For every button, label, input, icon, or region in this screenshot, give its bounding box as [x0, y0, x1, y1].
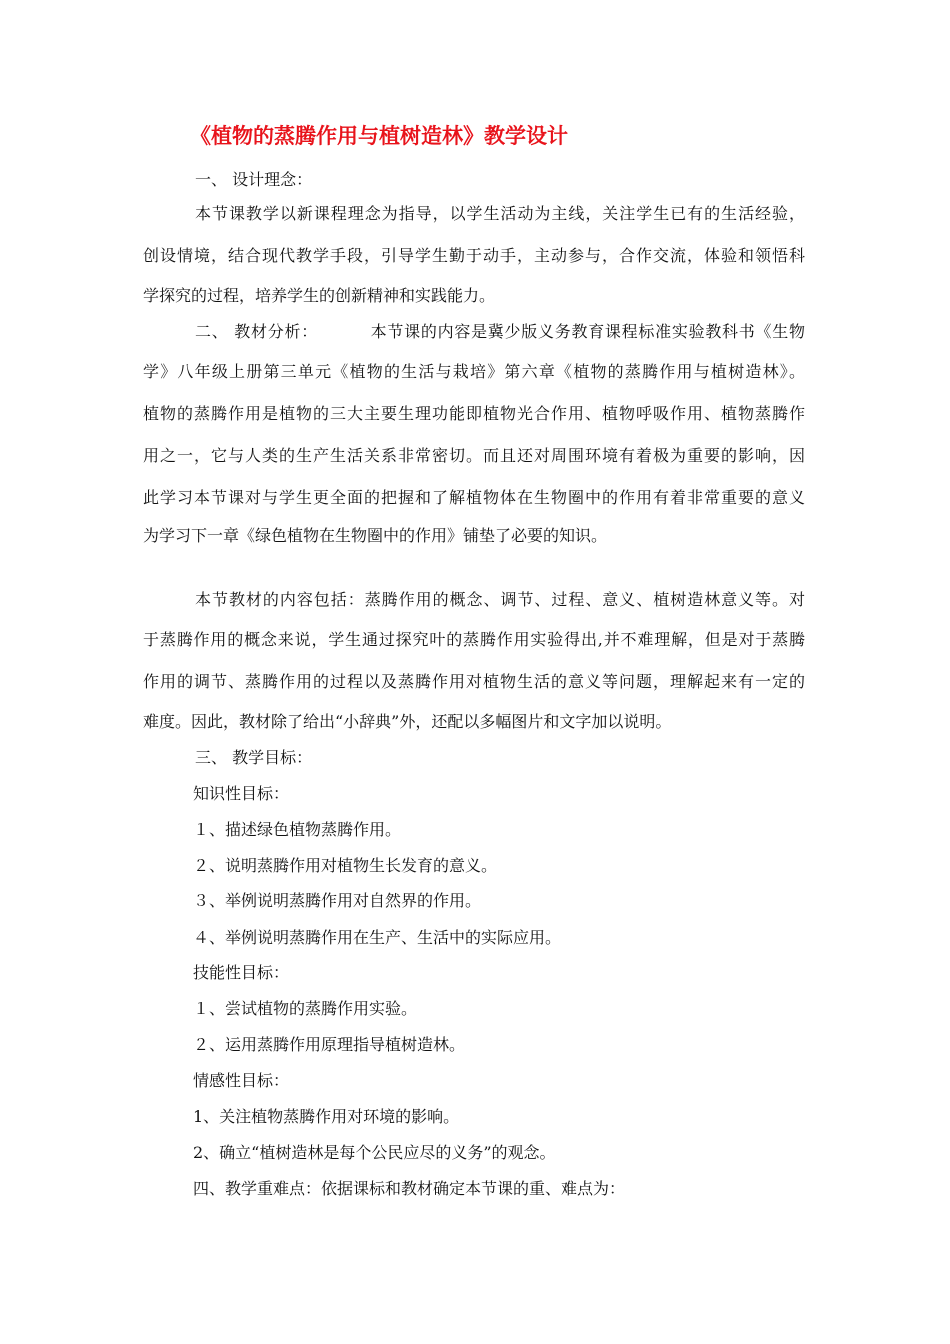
list-item: 2、确立“植树造林是每个公民应尽的义务”的观念。: [193, 1143, 556, 1162]
subheading-emotion-goals: 情感性目标：: [193, 1071, 290, 1090]
list-item: １、描述绿色植物蒸腾作用。: [193, 820, 402, 839]
paragraph-line: 本节课的内容是冀少版义务教育课程标准实验教科书《生物: [369, 322, 805, 341]
section-heading-text: 二、 教材分析：: [195, 322, 318, 341]
list-item: １、尝试植物的蒸腾作用实验。: [193, 999, 418, 1018]
paragraph-line: 为学习下一章《绿色植物在生物圈中的作用》铺垫了必要的知识。: [143, 526, 608, 545]
document-title: 《植物的蒸腾作用与植树造林》教学设计: [190, 124, 568, 148]
list-item: ２、说明蒸腾作用对植物生长发育的意义。: [193, 856, 498, 875]
paragraph-line: 本节教材的内容包括：蒸腾作用的概念、调节、过程、意义、植树造林意义等。对: [195, 590, 805, 609]
paragraph-line: 植物的蒸腾作用是植物的三大主要生理功能即植物光合作用、植物呼吸作用、植物蒸腾作: [143, 404, 805, 423]
section-heading-material-analysis: [195, 322, 805, 342]
list-item: 1、关注植物蒸腾作用对环境的影响。: [193, 1107, 460, 1126]
list-item: ３、举例说明蒸腾作用对自然界的作用。: [193, 891, 482, 910]
paragraph-line: 作用的调节、蒸腾作用的过程以及蒸腾作用对植物生活的意义等问题，理解起来有一定的: [143, 672, 805, 691]
section-heading-key-points: 四、教学重难点：依据课标和教材确定本节课的重、难点为：: [193, 1179, 626, 1198]
subheading-knowledge-goals: 知识性目标：: [193, 784, 290, 803]
section-heading-teaching-goals: 三、 教学目标：: [195, 748, 313, 767]
section-heading-design-concept: 一、 设计理念：: [195, 170, 313, 189]
paragraph-line: 本节课教学以新课程理念为指导，以学生活动为主线，关注学生已有的生活经验，: [195, 204, 805, 223]
list-item: ４、举例说明蒸腾作用在生产、生活中的实际应用。: [193, 928, 562, 947]
subheading-skill-goals: 技能性目标：: [193, 963, 290, 982]
paragraph-line: 学》八年级上册第三单元《植物的生活与栽培》第六章《植物的蒸腾作用与植树造林》。: [143, 362, 805, 381]
paragraph-line: 此学习本节课对与学生更全面的把握和了解植物体在生物圈中的作用有着非常重要的意义: [143, 488, 805, 507]
paragraph-line: 学探究的过程，培养学生的创新精神和实践能力。: [143, 286, 496, 305]
paragraph-line: 于蒸腾作用的概念来说，学生通过探究叶的蒸腾作用实验得出,并不难理解，但是对于蒸腾: [143, 630, 805, 649]
paragraph-line: 用之一，它与人类的生产生活关系非常密切。而且还对周围环境有着极为重要的影响，因: [143, 446, 805, 465]
paragraph-line: 创设情境，结合现代教学手段，引导学生勤于动手，主动参与，合作交流，体验和领悟科: [143, 246, 805, 265]
paragraph-line: 难度。因此，教材除了给出“小辞典”外，还配以多幅图片和文字加以说明。: [143, 712, 672, 731]
list-item: ２、运用蒸腾作用原理指导植树造林。: [193, 1035, 466, 1054]
